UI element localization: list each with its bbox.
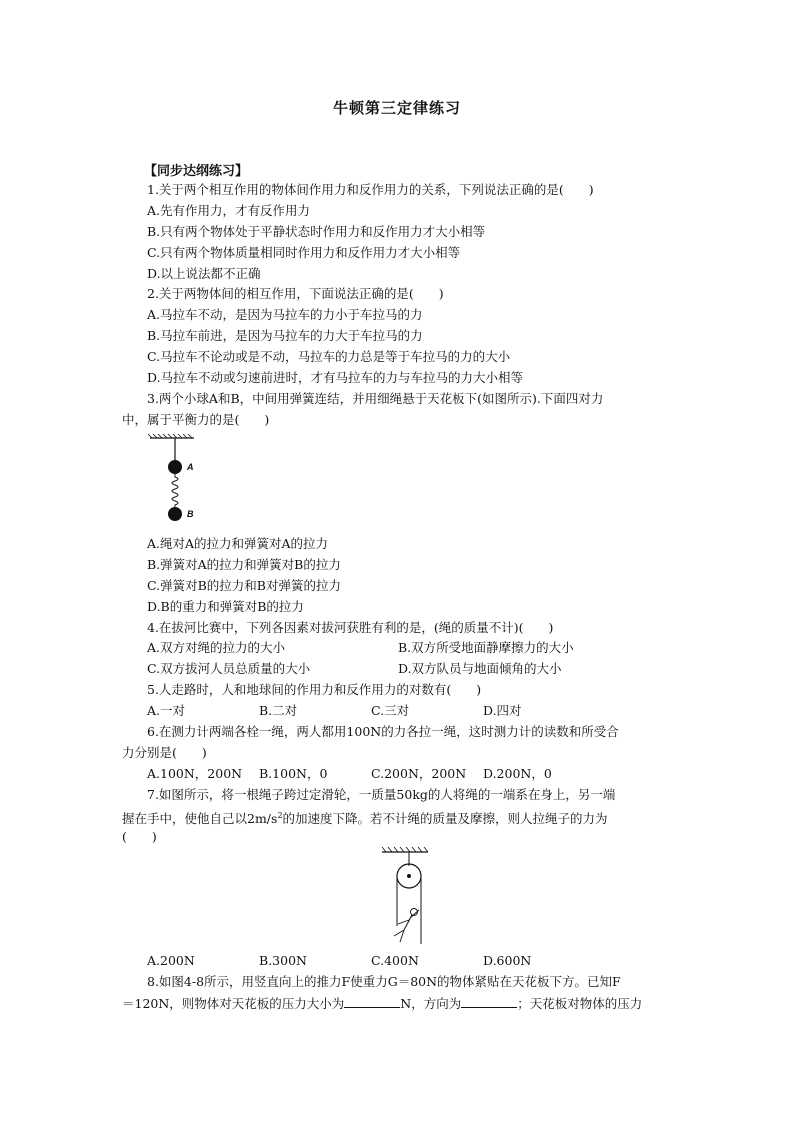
- q8-stem-line2-a: ＝120N，则物体对天花板的压力大小为: [122, 996, 345, 1011]
- q4-stem: 4.在拔河比赛中，下列各因素对拔河获胜有利的是，(绳的质量不计)( ): [147, 620, 554, 635]
- q7-option-c: C.400N: [371, 953, 419, 968]
- q1-option-a: A.先有作用力，才有反作用力: [147, 203, 311, 218]
- q7-stem-line2: [122, 808, 608, 827]
- q4-option-c: C.双方拔河人员总质量的大小: [147, 661, 311, 676]
- q1-option-d: D.以上说法都不正确: [147, 266, 261, 281]
- q5-option-a: A.一对: [147, 703, 186, 718]
- q7-stem-line1: 7.如图所示，将一根绳子跨过定滑轮，一质量50kg的人将绳的一端系在身上，另一端: [147, 787, 616, 802]
- q1-stem: 1.关于两个相互作用的物体间作用力和反作用力的关系，下列说法正确的是( ): [147, 182, 594, 197]
- q5-option-d: D.四对: [483, 703, 522, 718]
- q5-option-c: C.三对: [371, 703, 410, 718]
- q7-option-b: B.300N: [259, 953, 307, 968]
- q7-stem-line2-b: 的加速度下降。若不计绳的质量及摩擦，则人拉绳子的力为: [282, 811, 608, 827]
- q4-option-a: A.双方对绳的拉力的大小: [147, 640, 286, 655]
- q5-option-b: B.二对: [259, 703, 298, 718]
- q7-option-d: D.600N: [483, 953, 532, 968]
- q1-option-c: C.只有两个物体质量相同时作用力和反作用力才大小相等: [147, 245, 461, 260]
- pulley-figure: [378, 846, 434, 946]
- ball-b-label: B: [187, 509, 194, 519]
- q8-stem-line2: [122, 995, 642, 1012]
- spring-balls-figure: [148, 434, 208, 526]
- q2-option-a: A.马拉车不动，是因为马拉车的力小于车拉马的力: [147, 307, 423, 322]
- q7-option-a: A.200N: [147, 953, 195, 968]
- section-heading: 【同步达纲练习】: [144, 164, 249, 179]
- q6-stem-line2: 力分别是( ): [122, 745, 207, 760]
- q7-stem-line3: ( ): [122, 829, 157, 844]
- q2-stem: 2.关于两物体间的相互作用，下面说法正确的是( ): [147, 286, 444, 301]
- q7-stem-line2-a: 握在手中，使他自己以2m/s: [122, 811, 278, 827]
- q8-blank-2: [461, 995, 517, 1008]
- q3-option-c: C.弹簧对B的拉力和B对弹簧的拉力: [147, 578, 341, 593]
- q8-stem-line1: 8.如图4-8所示，用竖直向上的推力F使重力G＝80N的物体紧贴在天花板下方。已知F: [147, 974, 621, 989]
- q3-option-b: B.弹簧对A的拉力和弹簧对B的拉力: [147, 557, 341, 572]
- q2-option-c: C.马拉车不论动或是不动，马拉车的力总是等于车拉马的力的大小: [147, 349, 511, 364]
- q1-option-b: B.只有两个物体处于平静状态时作用力和反作用力才大小相等: [147, 224, 486, 239]
- q7-stem-sup: 2: [277, 811, 283, 820]
- q2-option-b: B.马拉车前进，是因为马拉车的力大于车拉马的力: [147, 328, 423, 343]
- q3-stem-line2: 中，属于平衡力的是( ): [122, 412, 270, 427]
- q2-option-d: D.马拉车不动或匀速前进时，才有马拉车的力与车拉马的力大小相等: [147, 370, 524, 385]
- q6-option-d: D.200N，0: [483, 766, 552, 781]
- q3-option-a: A.绳对A的拉力和弹簧对A的拉力: [147, 536, 329, 551]
- q6-stem-line1: 6.在测力计两端各栓一绳，两人都用100N的力各拉一绳，这时测力计的读数和所受合: [147, 724, 619, 739]
- q3-option-d: D.B的重力和弹簧对B的拉力: [147, 599, 304, 614]
- q3-stem-line1: 3.两个小球A和B，中间用弹簧连结，并用细绳悬于天花板下(如图所示).下面四对力: [147, 391, 604, 406]
- q4-option-b: B.双方所受地面静摩擦力的大小: [398, 640, 574, 655]
- q6-option-a: A.100N，200N: [147, 766, 243, 781]
- q4-option-d: D.双方队员与地面倾角的大小: [398, 661, 562, 676]
- page-title: 牛顿第三定律练习: [332, 99, 461, 117]
- ball-a-label: A: [187, 462, 194, 472]
- q6-option-c: C.200N，200N: [371, 766, 467, 781]
- q8-stem-line2-b: N，方向为: [400, 996, 462, 1011]
- q6-option-b: B.100N，0: [259, 766, 328, 781]
- q8-blank-1: [344, 995, 400, 1008]
- q5-stem: 5.人走路时，人和地球间的作用力和反作用力的对数有( ): [147, 682, 482, 697]
- q8-stem-line2-c: ；天花板对物体的压力: [517, 996, 643, 1011]
